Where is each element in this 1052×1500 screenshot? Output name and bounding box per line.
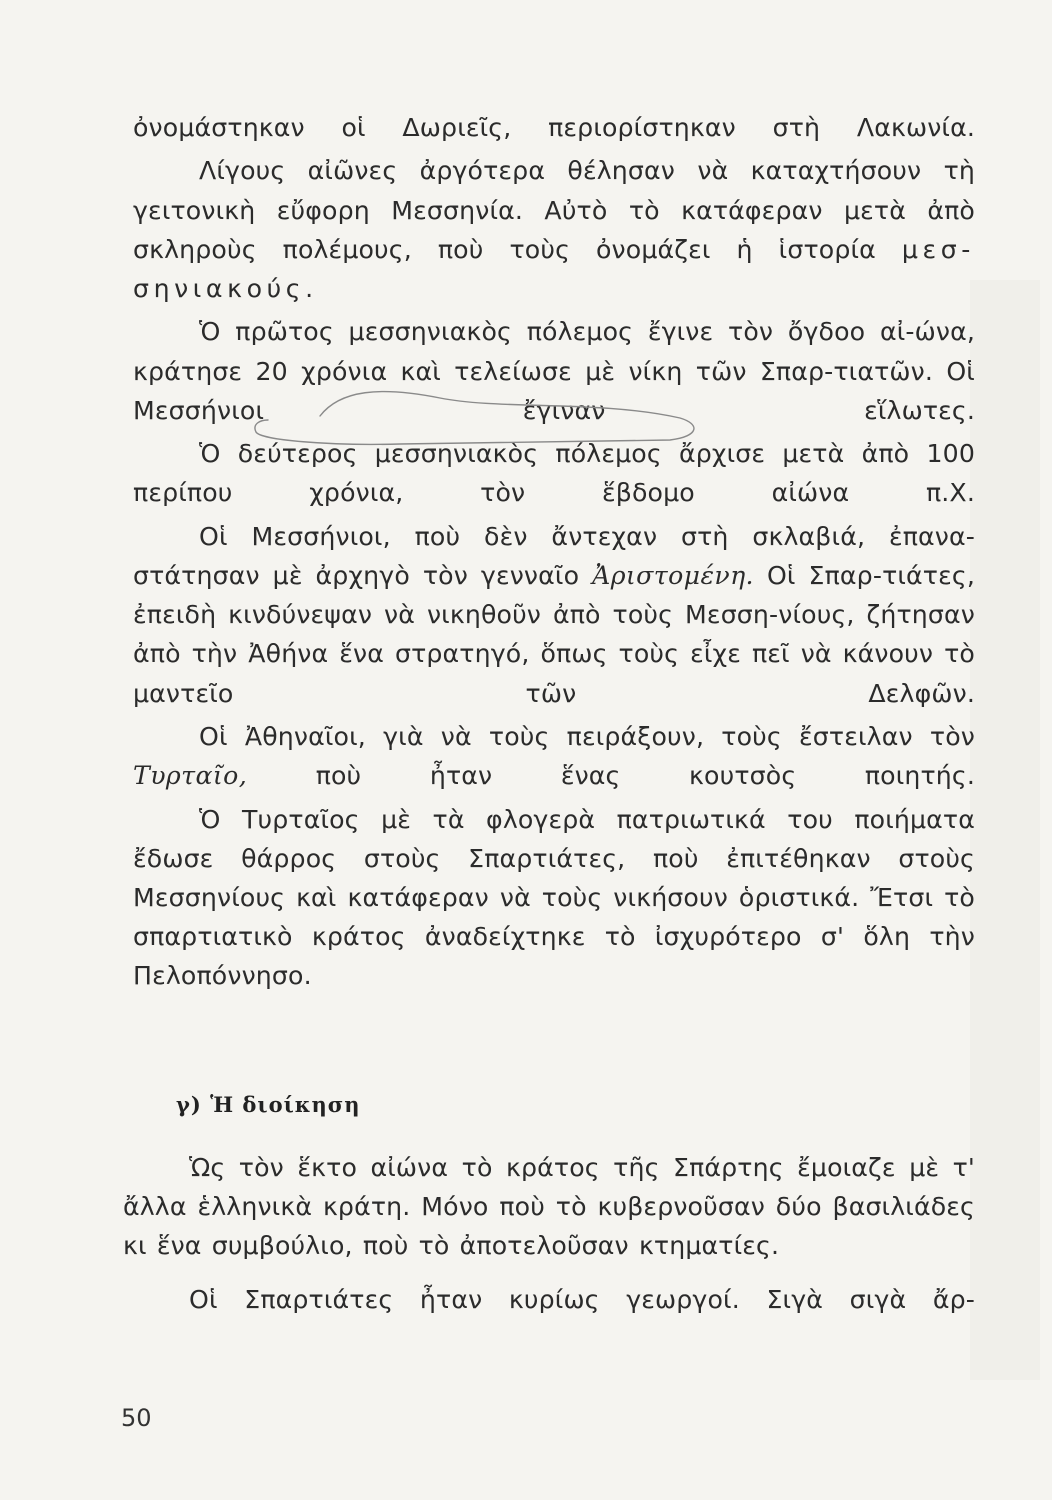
- line: γειτονικὴ εὔφορη Μεσσηνία. Αὐτὸ τὸ κατάφεραν μετὰ ἀπὸ: [133, 195, 975, 225]
- paragraph-3: [133, 312, 975, 430]
- section-heading: γ) Ἡ διοίκηση: [176, 1092, 361, 1117]
- page-number: 50: [121, 1404, 152, 1432]
- name-aristomenis: Ἀριστομένη.: [592, 560, 754, 590]
- name-tyrtaios: Τυρταῖο,: [133, 761, 248, 791]
- line: τιάτες, ἐπειδὴ κινδύνεψαν νὰ νικηθοῦν ἀπὸ τοὺς Μεσση-: [133, 560, 975, 630]
- line: Οἱ Μεσσήνιοι, ποὺ δὲν ἄντεχαν στὴ σκλαβιά, ἐπανα-: [199, 521, 975, 551]
- line: Ὡς τὸν ἕκτο αἰώνα τὸ κράτος τῆς Σπάρτης ἔμοιαζε: [189, 1153, 896, 1182]
- line: Οἱ Ἀθηναῖοι, γιὰ νὰ τοὺς πειράξουν, τοὺς ἔστειλαν: [199, 721, 913, 751]
- paragraph-5: [133, 517, 975, 713]
- line: σ' ὅλη τὴν Πελοπόννησο.: [133, 922, 975, 991]
- paragraph-4: [133, 434, 975, 512]
- line: ποὺ ἦταν ἕνας κουτσὸς ποιητής.: [315, 761, 975, 791]
- paragraph-1: [133, 108, 975, 147]
- spaced-word: σηνιακούς.: [133, 274, 318, 303]
- line: Ὁ Τυρταῖος μὲ τὰ φλογερὰ πατριωτικά του ποιήματα: [199, 804, 975, 834]
- line: Λίγους αἰῶνες ἀργότερα θέλησαν νὰ καταχτήσουν τὴ: [199, 156, 975, 186]
- section-text-column: [123, 1148, 975, 1319]
- line: περίπου χρόνια, τὸν ἕβδομο αἰώνα π.Χ.: [133, 478, 975, 508]
- line: Ὁ πρῶτος μεσσηνιακὸς πόλεμος ἔγινε τὸν ὄγδοο αἰ-: [199, 317, 915, 347]
- line: Ἔτσι τὸ σπαρτιατικὸ κράτος ἀναδείχτηκε τὸ ἰσχυρότερο: [133, 882, 975, 952]
- line: Οἱ Σπαρτιάτες ἦταν κυρίως γεωργοί. Σιγὰ σιγὰ ἄρ-: [189, 1284, 975, 1314]
- section-paragraph-2: [123, 1280, 975, 1319]
- line: ἔδωσε θάρρος στοὺς Σπαρτιάτες, ποὺ ἐπιτέθηκαν στοὺς: [133, 843, 975, 873]
- line: σκληροὺς πολέμους, ποὺ τοὺς ὀνομάζει ἡ ἱστορία: [133, 234, 876, 264]
- section-paragraph-1: [123, 1148, 975, 1266]
- paragraph-2: [133, 151, 975, 308]
- line: τὸν: [929, 721, 975, 751]
- line: ώνα, κράτησε 20 χρόνια καὶ τελείωσε μὲ νίκη τῶν Σπαρ-: [133, 317, 975, 386]
- main-text-column: [133, 108, 975, 996]
- line: τιατῶν. Οἱ Μεσσήνιοι ἔγιναν εἵλωτες.: [133, 356, 975, 425]
- line: τοὺς εἶχε πεῖ νὰ κάνουν τὸ μαντεῖο τῶν Δελφῶν.: [133, 639, 975, 708]
- spaced-word: μεσ-: [901, 234, 975, 264]
- line: κτηματίες.: [638, 1231, 780, 1261]
- paragraph-6: [133, 717, 975, 795]
- paragraph-7: [133, 800, 975, 996]
- line: στάτησαν μὲ ἀρχηγὸ τὸν γενναῖο: [133, 560, 580, 590]
- line: Οἱ Σπαρ-: [766, 560, 883, 590]
- line: ὀνομάστηκαν οἱ Δωριεῖς, περιορίστηκαν στὴ Λακωνία.: [133, 113, 975, 142]
- line: δύο βασιλιάδες κι ἕνα συμβούλιο, ποὺ τὸ ἀποτελοῦσαν: [123, 1192, 975, 1261]
- line: νίους, ζήτησαν ἀπὸ τὴν Ἀθήνα ἕνα στρατηγό, ὅπως: [133, 600, 975, 669]
- line: μὲ τ' ἄλλα ἑλληνικὰ κράτη. Μόνο ποὺ τὸ κυβερνοῦσαν: [123, 1153, 976, 1222]
- line: Ὁ δεύτερος μεσσηνιακὸς πόλεμος ἄρχισε μετὰ ἀπὸ 100: [199, 439, 975, 469]
- line: Μεσσηνίους καὶ κατάφεραν νὰ τοὺς νικήσουν ὁριστικά.: [133, 882, 860, 912]
